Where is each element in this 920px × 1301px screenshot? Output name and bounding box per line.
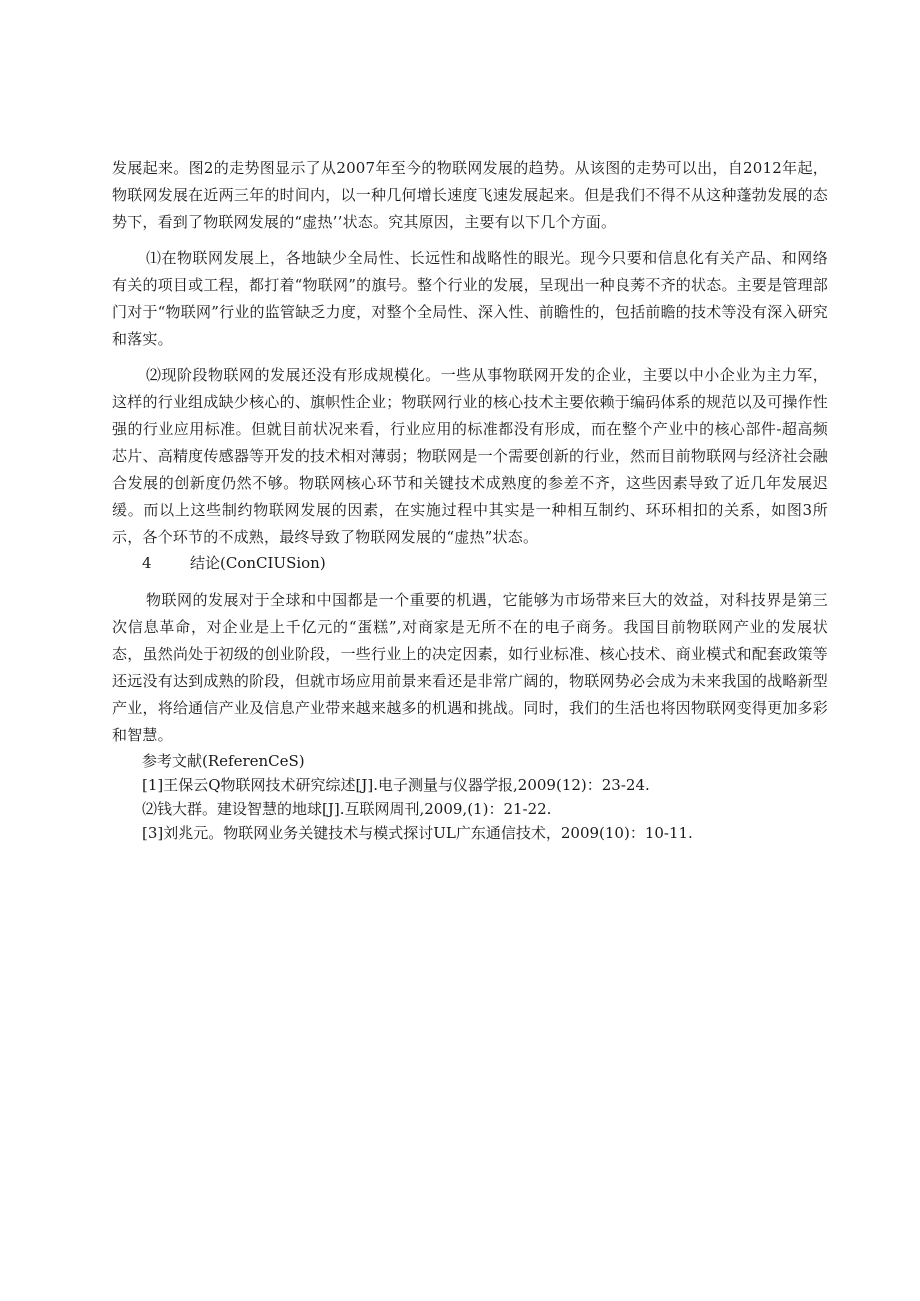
paragraph-point-1: ⑴在物联网发展上，各地缺少全局性、长远性和战略性的眼光。现今只要和信息化有关产品、和网络有关的项目或工程，都打着“物联网”的旗号。整个行业的发展，呈现出一种良莠不齐的状态。主要是管理部门对于“物联网”行业的监管缺乏力度，对整个全局性、深入性、前瞻性的，包括前瞻的技术等没有深入研究和落实。 (112, 249, 828, 348)
references-title: 参考文献(ReferenCeS) (142, 752, 305, 770)
reference-item-3: [3]刘兆元。物联网业务关键技术与模式探讨UL广东通信技术，2009(10)：10-11. (142, 824, 693, 842)
document-body (112, 155, 828, 845)
reference-item-2: ⑵钱大群。建设智慧的地球[J].互联网周刊,2009,(1)：21-22. (142, 800, 552, 818)
section-heading (112, 551, 828, 575)
section-title: 结论(ConCIUSion) (190, 554, 326, 572)
paragraph-point-2: ⑵现阶段物联网的发展还没有形成规模化。一些从事物联网开发的企业，主要以中小企业为主力军，这样的行业组成缺少核心的、旗帜性企业；物联网行业的核心技术主要依赖于编码体系的规范以及可操作性强的行业应用标准。但就目前状况来看，行业应用的标准都没有形成，而在整个产业中的核心部件-超高频芯片、高精度传感器等开发的技术相对薄弱；物联网是一个需要创新的行业，然而目前物联网与经济社会融合发展的创新度仍然不够。物联网核心环节和关键技术成熟度的参差不齐，这些因素导致了近几年发展迟缓。而以上这些制约物联网发展的因素，在实施过程中其实是一种相互制约、环环相扣的关系，如图3所示，各个环节的不成熟，最终导致了物联网发展的“虚热”状态。 (112, 366, 828, 546)
paragraph-conclusion: 物联网的发展对于全球和中国都是一个重要的机遇，它能够为市场带来巨大的效益，对科技界是第三次信息革命，对企业是上千亿元的“蛋糕”,对商家是无所不在的电子商务。我国目前物联网产业的发展状态，虽然尚处于初级的创业阶段，一些行业上的决定因素，如行业标准、核心技术、商业模式和配套政策等还远没有达到成熟的阶段，但就市场应用前景来看还是非常广阔的，物联网势必会成为未来我国的战略新型产业，将给通信产业及信息产业带来越来越多的机遇和挑战。同时，我们的生活也将因物联网变得更加多彩和智慧。 (112, 591, 828, 744)
reference-item-1: [1]王保云Q物联网技术研究综述[J].电子测量与仪器学报,2009(12)：23-24. (142, 776, 650, 794)
section-number: 4 (142, 554, 152, 572)
paragraph-intro: 发展起来。图2的走势图显示了从2007年至今的物联网发展的趋势。从该图的走势可以出，自2012年起，物联网发展在近两三年的时间内，以一种几何增长速度飞速发展起来。但是我们不得不从这种蓬勃发展的态势下，看到了物联网发展的“虚热’’状态。究其原因，主要有以下几个方面。 (112, 159, 828, 231)
